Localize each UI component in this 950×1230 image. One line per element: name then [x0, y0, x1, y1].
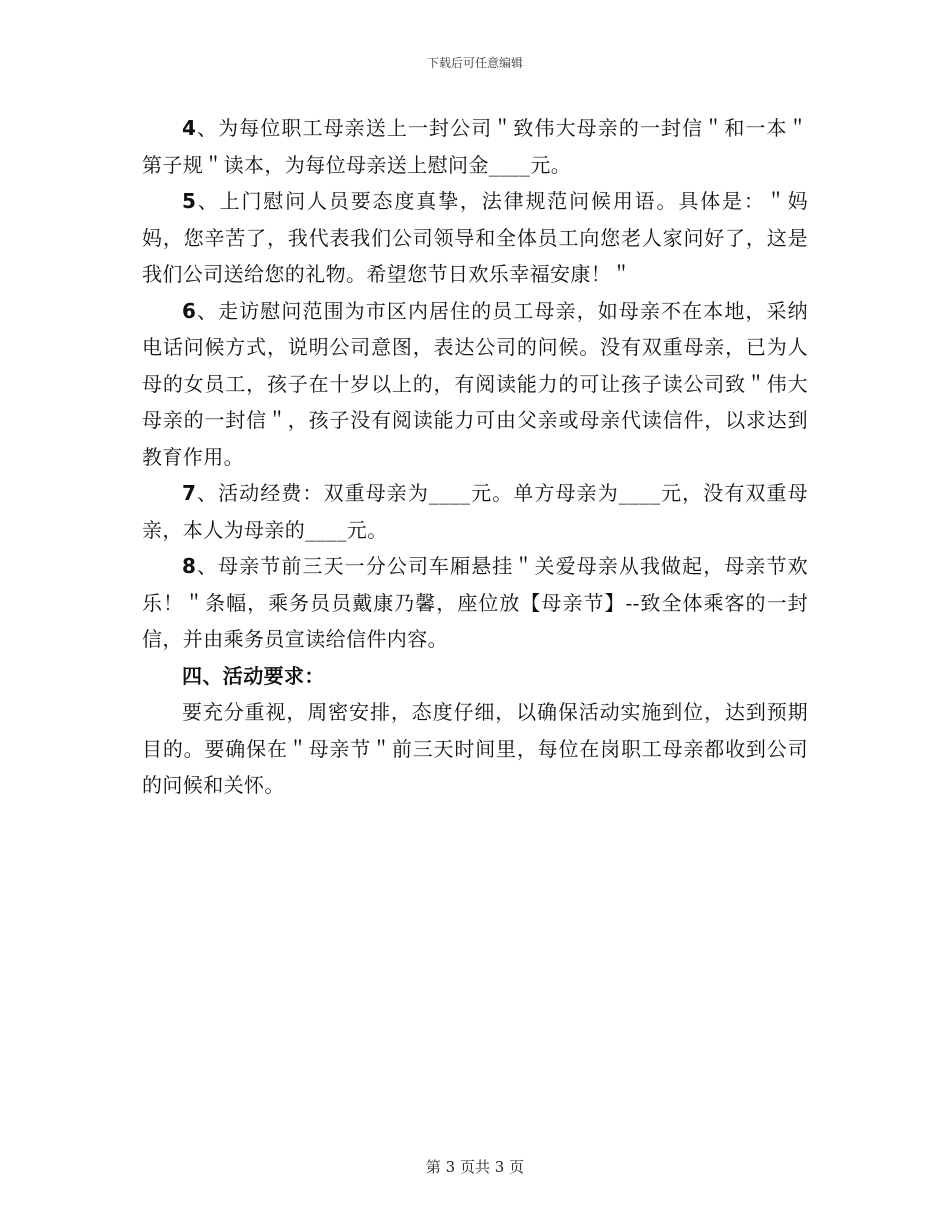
item-number: 6	[182, 298, 197, 323]
closing-paragraph: 要充分重视，周密安排，态度仔细，以确保活动实施到位，达到预期目的。要确保在＂母亲节＂前三天时间里，每位在岗职工母亲都收到公司的问候和关怀。	[142, 700, 808, 797]
list-item-4	[142, 110, 808, 183]
list-item-8	[142, 548, 808, 658]
list-item-5	[142, 183, 808, 293]
item-number: 8	[182, 554, 197, 578]
item-text: 、活动经费：双重母亲为____元。单方母亲为____元，没有双重母亲，本人为母亲的____元。	[142, 481, 808, 542]
document-body	[142, 110, 808, 804]
page-footer: 第 3 页共 3 页	[425, 1158, 525, 1176]
section-heading: 四、活动要求：	[182, 663, 325, 688]
list-item-7	[142, 475, 808, 548]
page-header: 下载后可任意编辑	[426, 56, 523, 70]
list-item-6	[142, 293, 808, 476]
item-text: 、走访慰问范围为市区内居住的员工母亲，如母亲不在本地，采纳电话问候方式，说明公司意图，表达公司的问候。没有双重母亲，已为人母的女员工，孩子在十岁以上的，有阅读能力的可让孩子读公司致＂伟大母亲的一封信＂，孩子没有阅读能力可由父亲或母亲代读信件，以求达到教育作用。	[142, 298, 808, 469]
item-number: 4	[182, 116, 197, 140]
item-text: 、母亲节前三天一分公司车厢悬挂＂关爱母亲从我做起，母亲节欢乐！＂条幅，乘务员员戴康乃馨，座位放【母亲节】--致全体乘客的一封信，并由乘务员宣读给信件内容。	[142, 554, 808, 651]
item-number: 5	[182, 189, 197, 213]
item-text: 、为每位职工母亲送上一封公司＂致伟大母亲的一封信＂和一本＂第子规＂读本，为每位母亲送上慰问金____元。	[142, 116, 808, 177]
item-number: 7	[182, 481, 197, 505]
item-text: 、上门慰问人员要态度真挚，法律规范问候用语。具体是：＂妈妈，您辛苦了，我代表我们公司领导和全体员工向您老人家问好了，这是我们公司送给您的礼物。希望您节日欢乐幸福安康！＂	[142, 189, 808, 286]
